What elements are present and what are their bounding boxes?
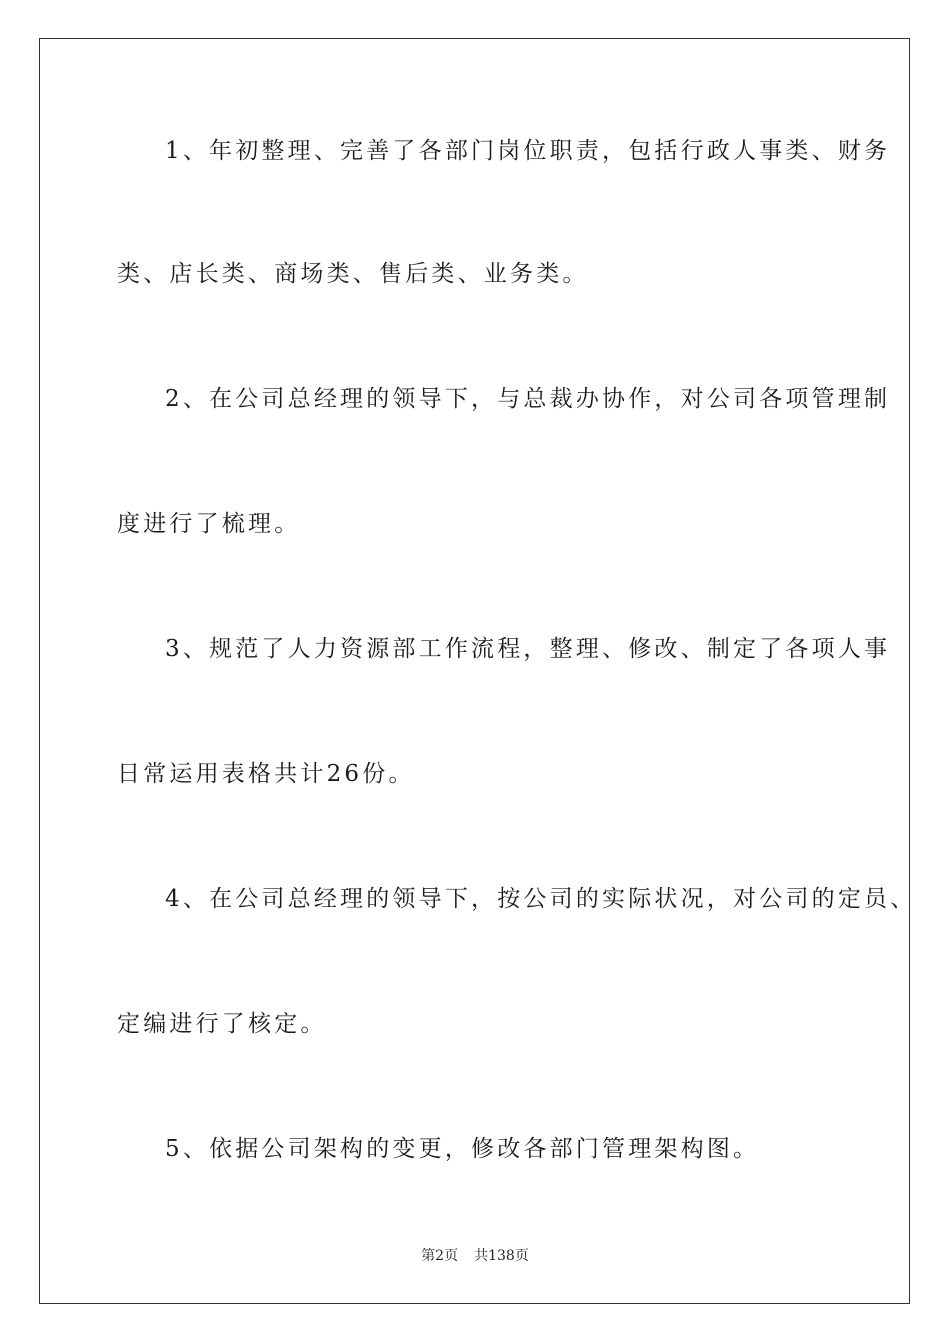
paragraph-2-line-1: 2、在公司总经理的领导下，与总裁办协作，对公司各项管理制 [165, 386, 891, 412]
paragraph-3-line-2: 日常运用表格共计26份。 [117, 761, 415, 787]
page-footer [0, 1247, 950, 1265]
paragraph-1-line-2: 类、店长类、商场类、售后类、业务类。 [117, 261, 589, 287]
page-border [39, 38, 910, 1304]
paragraph-3-line-1: 3、规范了人力资源部工作流程，整理、修改、制定了各项人事 [165, 636, 891, 662]
paragraph-4-line-2: 定编进行了核定。 [117, 1011, 327, 1037]
paragraph-5-line-1: 5、依据公司架构的变更，修改各部门管理架构图。 [165, 1136, 760, 1162]
page-number: 第2页 [421, 1248, 459, 1264]
total-pages: 共138页 [474, 1248, 529, 1264]
paragraph-1-line-1: 1、年初整理、完善了各部门岗位职责，包括行政人事类、财务 [165, 138, 891, 164]
paragraph-2-line-2: 度进行了梳理。 [117, 511, 301, 537]
paragraph-4-line-1: 4、在公司总经理的领导下，按公司的实际状况，对公司的定员、 [165, 886, 917, 912]
